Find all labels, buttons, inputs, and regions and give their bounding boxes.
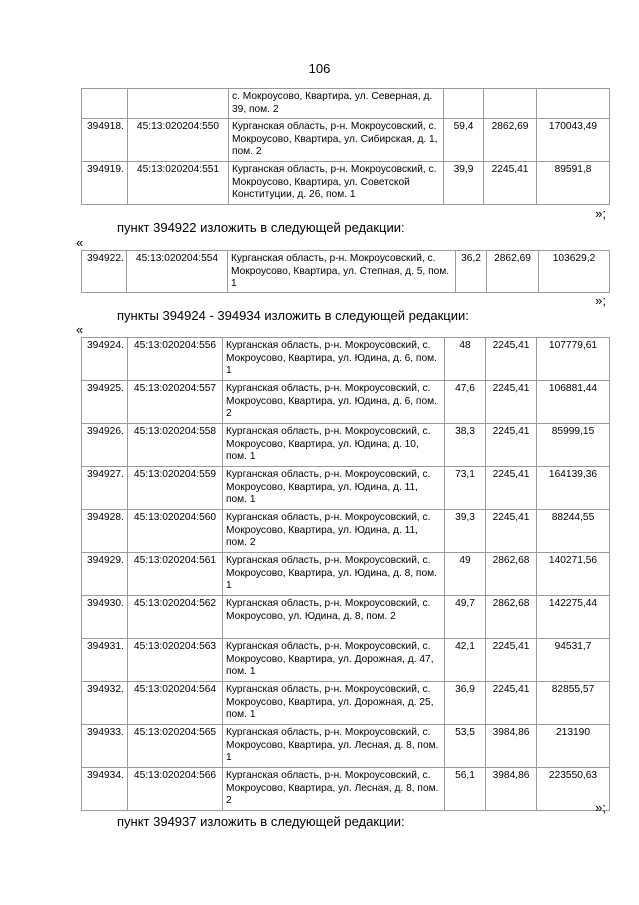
table-row — [82, 338, 610, 381]
unit-price: 3984,86 — [486, 725, 537, 768]
address: Курганская область, р-н. Мокроусовский, с. Мокроусово, Квартира, ул. Юдина, д. 11, пом. 2 — [223, 510, 445, 553]
closing-quote: »; — [595, 800, 606, 815]
table-row — [82, 89, 610, 119]
address: Курганская область, р-н. Мокроусовский, с. Мокроусово, Квартира, ул. Лесная, д. 8, пом. 2 — [223, 768, 445, 811]
row-number: 394928. — [82, 510, 128, 553]
address: Курганская область, р-н. Мокроусовский, с. Мокроусово, Квартира, ул. Лесная, д. 8, пом. 1 — [223, 725, 445, 768]
address: Курганская область, р-н. Мокроусовский, с. Мокроусово, Квартира, ул. Юдина, д. 6, пом. 1 — [223, 338, 445, 381]
row-number: 394926. — [82, 424, 128, 467]
row-number: 394918. — [82, 119, 128, 162]
unit-price: 2245,41 — [486, 338, 537, 381]
cadastral-number: 45:13:020204:559 — [128, 467, 223, 510]
address: Курганская область, р-н. Мокроусовский, с. Мокроусово, Квартира, ул. Сибирская, д. 1, пом. 2 — [229, 119, 444, 162]
cost: 170043,49 — [537, 119, 610, 162]
cadastral-number: 45:13:020204:564 — [128, 682, 223, 725]
address: с. Мокроусово, Квартира, ул. Северная, д. 39, пом. 2 — [229, 89, 444, 119]
area: 36,9 — [445, 682, 486, 725]
cost: 140271,56 — [537, 553, 610, 596]
property-table-2 — [81, 250, 610, 293]
unit-price: 2862,69 — [487, 251, 539, 293]
cost: 94531,7 — [537, 639, 610, 682]
cadastral-number: 45:13:020204:557 — [128, 381, 223, 424]
page-number: 106 — [308, 61, 331, 76]
area: 39,9 — [444, 162, 484, 205]
table-row — [82, 381, 610, 424]
table-row — [82, 251, 610, 293]
row-number: 394931. — [82, 639, 128, 682]
row-number: 394922. — [82, 251, 127, 293]
row-number: 394930. — [82, 596, 128, 639]
area: 59,4 — [444, 119, 484, 162]
cost — [537, 89, 610, 119]
cadastral-number: 45:13:020204:556 — [128, 338, 223, 381]
row-number: 394919. — [82, 162, 128, 205]
area: 47,6 — [445, 381, 486, 424]
table-row — [82, 162, 610, 205]
cadastral-number: 45:13:020204:562 — [128, 596, 223, 639]
row-number: 394934. — [82, 768, 128, 811]
table-row — [82, 424, 610, 467]
unit-price: 2245,41 — [486, 639, 537, 682]
opening-quote: « — [76, 322, 84, 337]
table-row — [82, 510, 610, 553]
unit-price: 2862,69 — [484, 119, 537, 162]
row-number: 394929. — [82, 553, 128, 596]
unit-price: 3984,86 — [486, 768, 537, 811]
unit-price: 2245,41 — [486, 682, 537, 725]
cadastral-number: 45:13:020204:550 — [128, 119, 229, 162]
area: 49 — [445, 553, 486, 596]
table-row — [82, 596, 610, 639]
cadastral-number: 45:13:020204:554 — [127, 251, 228, 293]
table-row — [82, 467, 610, 510]
row-number: 394932. — [82, 682, 128, 725]
area — [444, 89, 484, 119]
closing-quote: »; — [595, 206, 606, 221]
cost: 88244,55 — [537, 510, 610, 553]
property-table-1 — [81, 88, 610, 205]
opening-quote: « — [76, 235, 84, 250]
cadastral-number: 45:13:020204:560 — [128, 510, 223, 553]
unit-price — [484, 89, 537, 119]
area: 73,1 — [445, 467, 486, 510]
unit-price: 2245,41 — [486, 381, 537, 424]
address: Курганская область, р-н. Мокроусовский, с. Мокроусово, Квартира, ул. Юдина, д. 11, пом. 1 — [223, 467, 445, 510]
area: 49,7 — [445, 596, 486, 639]
row-number: 394927. — [82, 467, 128, 510]
address: Курганская область, р-н. Мокроусовский, с. Мокроусово, Квартира, ул. Юдина, д. 6, пом. 2 — [223, 381, 445, 424]
cost: 142275,44 — [537, 596, 610, 639]
address: Курганская область, р-н. Мокроусовский, с. Мокроусово, Квартира, ул. Юдина, д. 10, пом. 1 — [223, 424, 445, 467]
row-number: 394924. — [82, 338, 128, 381]
row-number: 394925. — [82, 381, 128, 424]
unit-price: 2245,41 — [486, 424, 537, 467]
area: 53,5 — [445, 725, 486, 768]
table-row — [82, 553, 610, 596]
cadastral-number: 45:13:020204:558 — [128, 424, 223, 467]
cadastral-number: 45:13:020204:566 — [128, 768, 223, 811]
unit-price: 2862,68 — [486, 553, 537, 596]
table-row — [82, 639, 610, 682]
cadastral-number: 45:13:020204:563 — [128, 639, 223, 682]
table-row — [82, 768, 610, 811]
closing-quote: »; — [595, 293, 606, 308]
unit-price: 2245,41 — [486, 510, 537, 553]
amendment-paragraph: пункт 394937 изложить в следующей редакции: — [117, 814, 405, 829]
cost: 85999,15 — [537, 424, 610, 467]
cost: 82855,57 — [537, 682, 610, 725]
cadastral-number: 45:13:020204:551 — [128, 162, 229, 205]
unit-price: 2862,68 — [486, 596, 537, 639]
address: Курганская область, р-н. Мокроусовский, с. Мокроусово, Квартира, ул. Дорожная, д. 47, пом. 1 — [223, 639, 445, 682]
cost: 107779,61 — [537, 338, 610, 381]
unit-price: 2245,41 — [484, 162, 537, 205]
address: Курганская область, р-н. Мокроусовский, с. Мокроусово, Квартира, ул. Дорожная, д. 25, пом. 1 — [223, 682, 445, 725]
amendment-paragraph: пункты 394924 - 394934 изложить в следующей редакции: — [117, 308, 469, 323]
area: 36,2 — [456, 251, 487, 293]
address: Курганская область, р-н. Мокроусовский, с. Мокроусово, ул. Юдина, д. 8, пом. 2 — [223, 596, 445, 639]
area: 42,1 — [445, 639, 486, 682]
row-number — [82, 89, 128, 119]
cost: 89591,8 — [537, 162, 610, 205]
cost: 213190 — [537, 725, 610, 768]
table-row — [82, 119, 610, 162]
cost: 223550,63 — [537, 768, 610, 811]
area: 38,3 — [445, 424, 486, 467]
address: Курганская область, р-н. Мокроусовский, с. Мокроусово, Квартира, ул. Советской Конституции, д. 26, пом. 1 — [229, 162, 444, 205]
cadastral-number: 45:13:020204:561 — [128, 553, 223, 596]
area: 56,1 — [445, 768, 486, 811]
cadastral-number — [128, 89, 229, 119]
property-table-3 — [81, 337, 610, 811]
cost: 103629,2 — [539, 251, 610, 293]
unit-price: 2245,41 — [486, 467, 537, 510]
cost: 106881,44 — [537, 381, 610, 424]
address: Курганская область, р-н. Мокроусовский, с. Мокроусово, Квартира, ул. Степная, д. 5, пом. 1 — [228, 251, 456, 293]
amendment-paragraph: пункт 394922 изложить в следующей редакции: — [117, 220, 405, 235]
row-number: 394933. — [82, 725, 128, 768]
area: 48 — [445, 338, 486, 381]
table-row — [82, 682, 610, 725]
address: Курганская область, р-н. Мокроусовский, с. Мокроусово, Квартира, ул. Юдина, д. 8, пом. 1 — [223, 553, 445, 596]
cadastral-number: 45:13:020204:565 — [128, 725, 223, 768]
area: 39,3 — [445, 510, 486, 553]
table-row — [82, 725, 610, 768]
cost: 164139,36 — [537, 467, 610, 510]
